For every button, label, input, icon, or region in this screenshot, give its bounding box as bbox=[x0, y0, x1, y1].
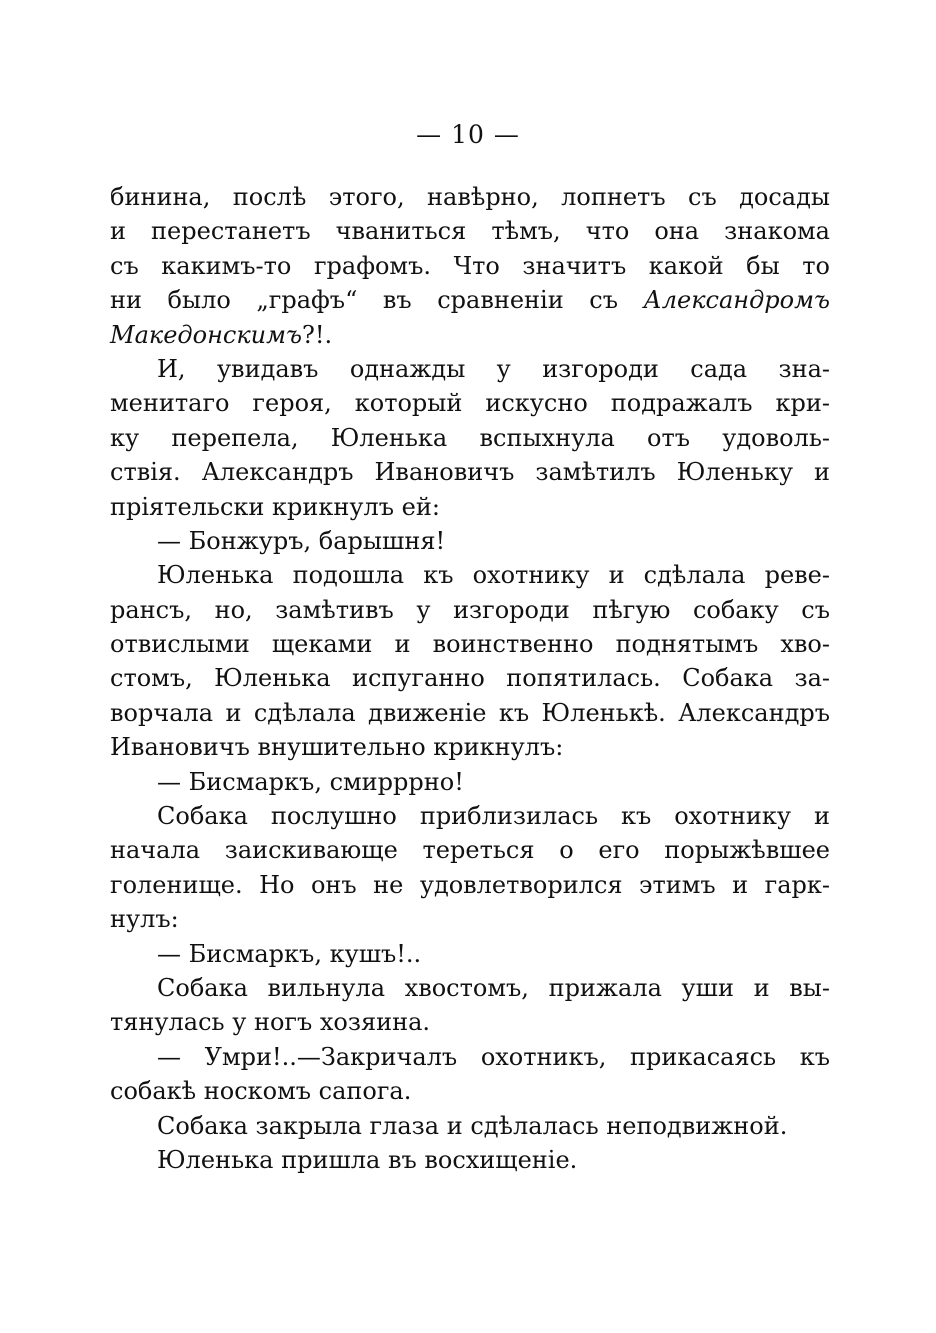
italic-name: Македонскимъ bbox=[110, 320, 303, 349]
text-line: ку перепела, Юленька вспыхнула отъ удоволь- bbox=[110, 423, 830, 452]
text-line: тянулась у ногъ хозяина. bbox=[110, 1008, 431, 1037]
italic-name: Александромъ bbox=[643, 286, 830, 315]
text-line: голенище. Но онъ не удовлетворился этимъ и гарк- bbox=[110, 870, 830, 899]
text-line: нулъ: bbox=[110, 905, 179, 934]
text-line: и перестанетъ чваниться тѣмъ, что она знакома bbox=[110, 217, 830, 246]
body-text bbox=[110, 180, 830, 1177]
text-line-segment: ?!. bbox=[302, 320, 333, 349]
text-line bbox=[110, 283, 830, 317]
dialogue-line: — Бисмаркъ, кушъ!.. bbox=[157, 939, 422, 968]
text-line: съ какимъ-то графомъ. Что значитъ какой бы то bbox=[110, 251, 830, 280]
text-line: стомъ, Юленька испуганно попятилась. Собака за- bbox=[110, 664, 830, 693]
paragraph-first-line: И, увидавъ однажды у изгороди сада зна- bbox=[157, 354, 830, 383]
text-line: бинина, послѣ этого, навѣрно, лопнетъ съ досады bbox=[110, 183, 830, 211]
text-line: менитаго героя, который искусно подражалъ кри- bbox=[110, 389, 830, 418]
text-line: Ивановичъ внушительно крикнулъ: bbox=[110, 733, 564, 762]
paragraph-first-line: Юленька подошла къ охотнику и сдѣлала реве- bbox=[157, 561, 830, 590]
paragraph-first-line: Собака закрыла глаза и сдѣлалась неподвижной. bbox=[157, 1111, 788, 1140]
text-line: отвислыми щеками и воинственно поднятымъ хво- bbox=[110, 630, 830, 659]
paragraph-first-line: Собака вильнула хвостомъ, прижала уши и вы- bbox=[157, 973, 830, 1002]
text-line: пріятельски крикнулъ ей: bbox=[110, 492, 440, 521]
dialogue-line: — Бонжуръ, барышня! bbox=[157, 526, 446, 555]
text-line: ворчала и сдѣлала движеніе къ Юленькѣ. Александръ bbox=[110, 698, 830, 727]
text-line: начала заискивающе тереться о его порыжѣвшее bbox=[110, 836, 830, 865]
text-line: ствія. Александръ Ивановичъ замѣтилъ Юленьку и bbox=[110, 458, 830, 487]
paragraph-first-line: Юленька пришла въ восхищеніе. bbox=[157, 1145, 578, 1174]
text-line: рансъ, но, замѣтивъ у изгороди пѣгую собаку съ bbox=[110, 595, 830, 624]
dialogue-line: — Бисмаркъ, смирррно! bbox=[157, 767, 464, 796]
text-line-segment: ни было „графъ“ въ сравненіи съ bbox=[110, 286, 644, 315]
paragraph-first-line: Собака послушно приблизилась къ охотнику и bbox=[157, 802, 830, 831]
text-line: собакѣ носкомъ сапога. bbox=[110, 1077, 412, 1106]
dialogue-line: — Умри!..—Закричалъ охотникъ, прикасаясь къ bbox=[157, 1042, 830, 1071]
text-line bbox=[110, 318, 830, 352]
page-number: — 10 — bbox=[416, 120, 520, 149]
